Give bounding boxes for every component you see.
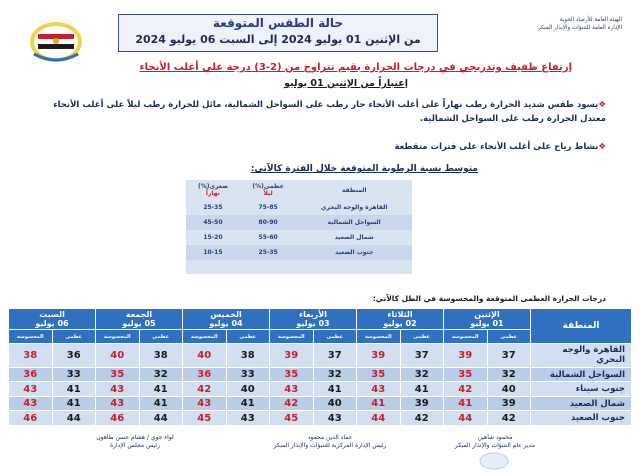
headline: إرتفاع طفيف وتدريجي في درجات الحرارة بقيم تتراوح من (2-3) درجة على أغلب الأنحاء [139, 62, 572, 73]
felt-temperature: 35 [96, 367, 140, 382]
temperature-row [9, 382, 632, 397]
felt-label: المحسوسة [96, 330, 140, 344]
day-name: الإثنين [474, 310, 500, 319]
max-temperature: 41 [52, 382, 96, 397]
humidity-min: 15-20 [203, 234, 223, 241]
signature-3-title: رئيس مجلس الإدارة [109, 442, 161, 449]
humidity-min: 25-35 [203, 204, 223, 211]
agency-line-1: الهيئة العامة للأرصاد الجوية [559, 17, 622, 23]
temperature-caption: درجات الحرارة العظمى المتوقعة والمحسوسة في الظل كالآتي: [372, 294, 606, 303]
felt-temperature: 41 [357, 396, 401, 411]
max-temperature: 41 [52, 396, 96, 411]
humidity-header-min-sub: نهاراً [205, 190, 220, 197]
max-label: عظمى [52, 330, 96, 344]
max-temperature: 44 [139, 411, 183, 426]
humidity-row [186, 215, 412, 230]
felt-temperature: 43 [357, 382, 401, 397]
felt-temperature: 43 [9, 396, 53, 411]
signature-1-title: مدير عام التنبؤات والإنذار المبكر [454, 442, 536, 449]
humidity-header-min-label: صغرى(%) [197, 183, 228, 190]
signature-3 [60, 434, 210, 450]
day-name: الجمعة [125, 310, 153, 319]
humidity-header-max-sub: ليلاً [263, 190, 273, 197]
detail-text-3: نشاط رياح على أغلب الأنحاء على فترات متقطعة [394, 142, 599, 152]
max-label: عظمى [226, 330, 270, 344]
felt-temperature: 46 [96, 411, 140, 426]
day-name: الثلاثاء [387, 310, 413, 319]
day-date: 05 يوليو [122, 319, 156, 328]
signature-2-name: عماد الدين محمود [307, 434, 353, 441]
max-temperature: 32 [400, 367, 444, 382]
temperature-row [9, 411, 632, 426]
felt-temperature: 40 [183, 344, 227, 368]
temperature-region: جنوب سيناء [531, 382, 632, 397]
day-header [96, 309, 183, 330]
day-header [270, 309, 357, 330]
felt-temperature: 35 [357, 367, 401, 382]
max-temperature: 32 [313, 367, 357, 382]
max-temperature: 36 [52, 344, 96, 368]
felt-temperature: 35 [444, 367, 488, 382]
max-temperature: 40 [226, 382, 270, 397]
felt-temperature: 46 [9, 411, 53, 426]
max-temperature: 33 [52, 367, 96, 382]
felt-label: المحسوسة [270, 330, 314, 344]
day-header [183, 309, 270, 330]
detail-line-2: معتدل الحرارة رطب على السواحل الشمالية. [419, 114, 606, 124]
felt-temperature: 40 [96, 344, 140, 368]
temperature-row [9, 396, 632, 411]
humidity-max: 80-90 [240, 215, 297, 230]
temperature-region: السواحل الشمالية [531, 367, 632, 382]
max-temperature: 33 [226, 367, 270, 382]
humidity-region: جنوب الصعيد [296, 245, 412, 260]
day-name: السبت [39, 310, 65, 319]
egypt-meteorological-logo [28, 16, 84, 64]
forecast-period: من الإثنين 01 يوليو 2024 إلى السبت 06 يوليو 2024 [135, 33, 421, 46]
max-temperature: 41 [139, 382, 183, 397]
felt-temperature: 45 [183, 411, 227, 426]
max-temperature: 37 [487, 344, 531, 368]
humidity-table [186, 180, 412, 274]
signature-1-name: محمود شاهين [477, 434, 513, 441]
watermark-logo [478, 452, 510, 470]
max-temperature: 41 [400, 382, 444, 397]
max-temperature: 32 [487, 367, 531, 382]
felt-temperature: 44 [444, 411, 488, 426]
page-title: حالة الطقس المتوقعة [212, 16, 344, 30]
day-date: 01 يوليو [470, 319, 504, 328]
temperature-table [8, 308, 632, 426]
felt-temperature: 45 [270, 411, 314, 426]
humidity-max: 55-60 [258, 234, 278, 241]
felt-temperature: 44 [357, 411, 401, 426]
felt-temperature: 43 [9, 382, 53, 397]
humidity-region: السواحل الشمالية [296, 215, 412, 230]
max-temperature: 32 [139, 367, 183, 382]
max-label: عظمى [400, 330, 444, 344]
day-date: 02 يوليو [383, 319, 417, 328]
max-temperature: 37 [400, 344, 444, 368]
humidity-header-max-label: عظمى(%) [252, 183, 284, 190]
humidity-header-max [240, 180, 297, 200]
max-temperature: 42 [487, 411, 531, 426]
felt-label: المحسوسة [183, 330, 227, 344]
max-temperature: 37 [313, 344, 357, 368]
temperature-row [9, 367, 632, 382]
temperature-region: القاهرة والوجه البحري [531, 344, 632, 368]
humidity-row [186, 245, 412, 260]
felt-temperature: 39 [444, 344, 488, 368]
header-box [118, 14, 438, 52]
humidity-row [186, 200, 412, 215]
signature-1 [420, 434, 570, 450]
humidity-max: 25-35 [240, 245, 297, 260]
felt-temperature: 36 [183, 367, 227, 382]
detail-line-3 [394, 142, 606, 152]
detail-text-1: يسود طقس شديد الحرارة رطب نهاراً على أغلب الأنحاء حار رطب على السواحل الشمالية، مائل للحرارة رطب ليلاً على أغلب الأنحاء [53, 100, 599, 110]
agency-line-2: الإدارة العامة للتنبؤات والإنذار المبكر [537, 25, 622, 31]
felt-label: المحسوسة [9, 330, 53, 344]
max-temperature: 38 [226, 344, 270, 368]
day-date: 04 يوليو [209, 319, 243, 328]
felt-temperature: 42 [270, 396, 314, 411]
detail-line-1 [53, 100, 606, 110]
humidity-min: 45-50 [186, 215, 240, 230]
max-temperature: 38 [139, 344, 183, 368]
agency-name [492, 16, 622, 32]
felt-label: المحسوسة [444, 330, 488, 344]
felt-temperature: 41 [444, 396, 488, 411]
felt-label: المحسوسة [357, 330, 401, 344]
max-label: عظمى [313, 330, 357, 344]
temperature-row [9, 344, 632, 368]
start-date: إعتباراً من الإثنين 01 يوليو [284, 78, 408, 89]
max-temperature: 41 [139, 396, 183, 411]
signature-2 [255, 434, 405, 450]
day-date: 03 يوليو [296, 319, 330, 328]
felt-temperature: 38 [9, 344, 53, 368]
felt-temperature: 39 [270, 344, 314, 368]
signature-3-name: لواء جوي / هشام حسن طاهون [96, 434, 174, 441]
signature-2-title: رئيس الإدارة المركزية للتنبؤات والإنذار المبكر [273, 442, 387, 449]
max-temperature: 39 [400, 396, 444, 411]
humidity-region: القاهرة والوجه البحري [320, 204, 388, 211]
day-header [9, 309, 96, 330]
humidity-row [186, 230, 412, 245]
max-temperature: 40 [487, 382, 531, 397]
max-temperature: 40 [313, 396, 357, 411]
humidity-header-min [186, 180, 240, 200]
felt-temperature: 35 [270, 367, 314, 382]
max-label: عظمى [487, 330, 531, 344]
temperature-header-region: المنطقة [531, 309, 632, 344]
felt-temperature: 43 [96, 396, 140, 411]
max-label: عظمى [139, 330, 183, 344]
humidity-title: متوسط نسبة الرطوبة المتوقعة خلال الفترة كالآتي: [250, 164, 478, 174]
humidity-header-region: المنطقة [341, 186, 367, 194]
max-temperature: 43 [226, 411, 270, 426]
day-name: الخميس [210, 310, 242, 319]
max-temperature: 42 [400, 411, 444, 426]
felt-temperature: 43 [183, 396, 227, 411]
humidity-region: شمال الصعيد [334, 234, 374, 241]
temperature-region: جنوب الصعيد [531, 411, 632, 426]
felt-temperature: 39 [357, 344, 401, 368]
felt-temperature: 43 [270, 382, 314, 397]
max-temperature: 39 [487, 396, 531, 411]
max-temperature: 43 [313, 411, 357, 426]
felt-temperature: 43 [96, 382, 140, 397]
bullet-icon: ❖ [598, 142, 606, 152]
max-temperature: 44 [52, 411, 96, 426]
day-date: 06 يوليو [35, 319, 69, 328]
humidity-max: 75-85 [258, 204, 278, 211]
felt-temperature: 36 [9, 367, 53, 382]
temperature-region: شمال الصعيد [531, 396, 632, 411]
day-header [357, 309, 444, 330]
humidity-min: 10-15 [186, 245, 240, 260]
max-temperature: 41 [313, 382, 357, 397]
day-header [444, 309, 531, 330]
felt-temperature: 42 [183, 382, 227, 397]
felt-temperature: 42 [444, 382, 488, 397]
day-name: الأربعاء [299, 310, 327, 319]
max-temperature: 41 [226, 396, 270, 411]
bullet-icon: ❖ [598, 100, 606, 110]
